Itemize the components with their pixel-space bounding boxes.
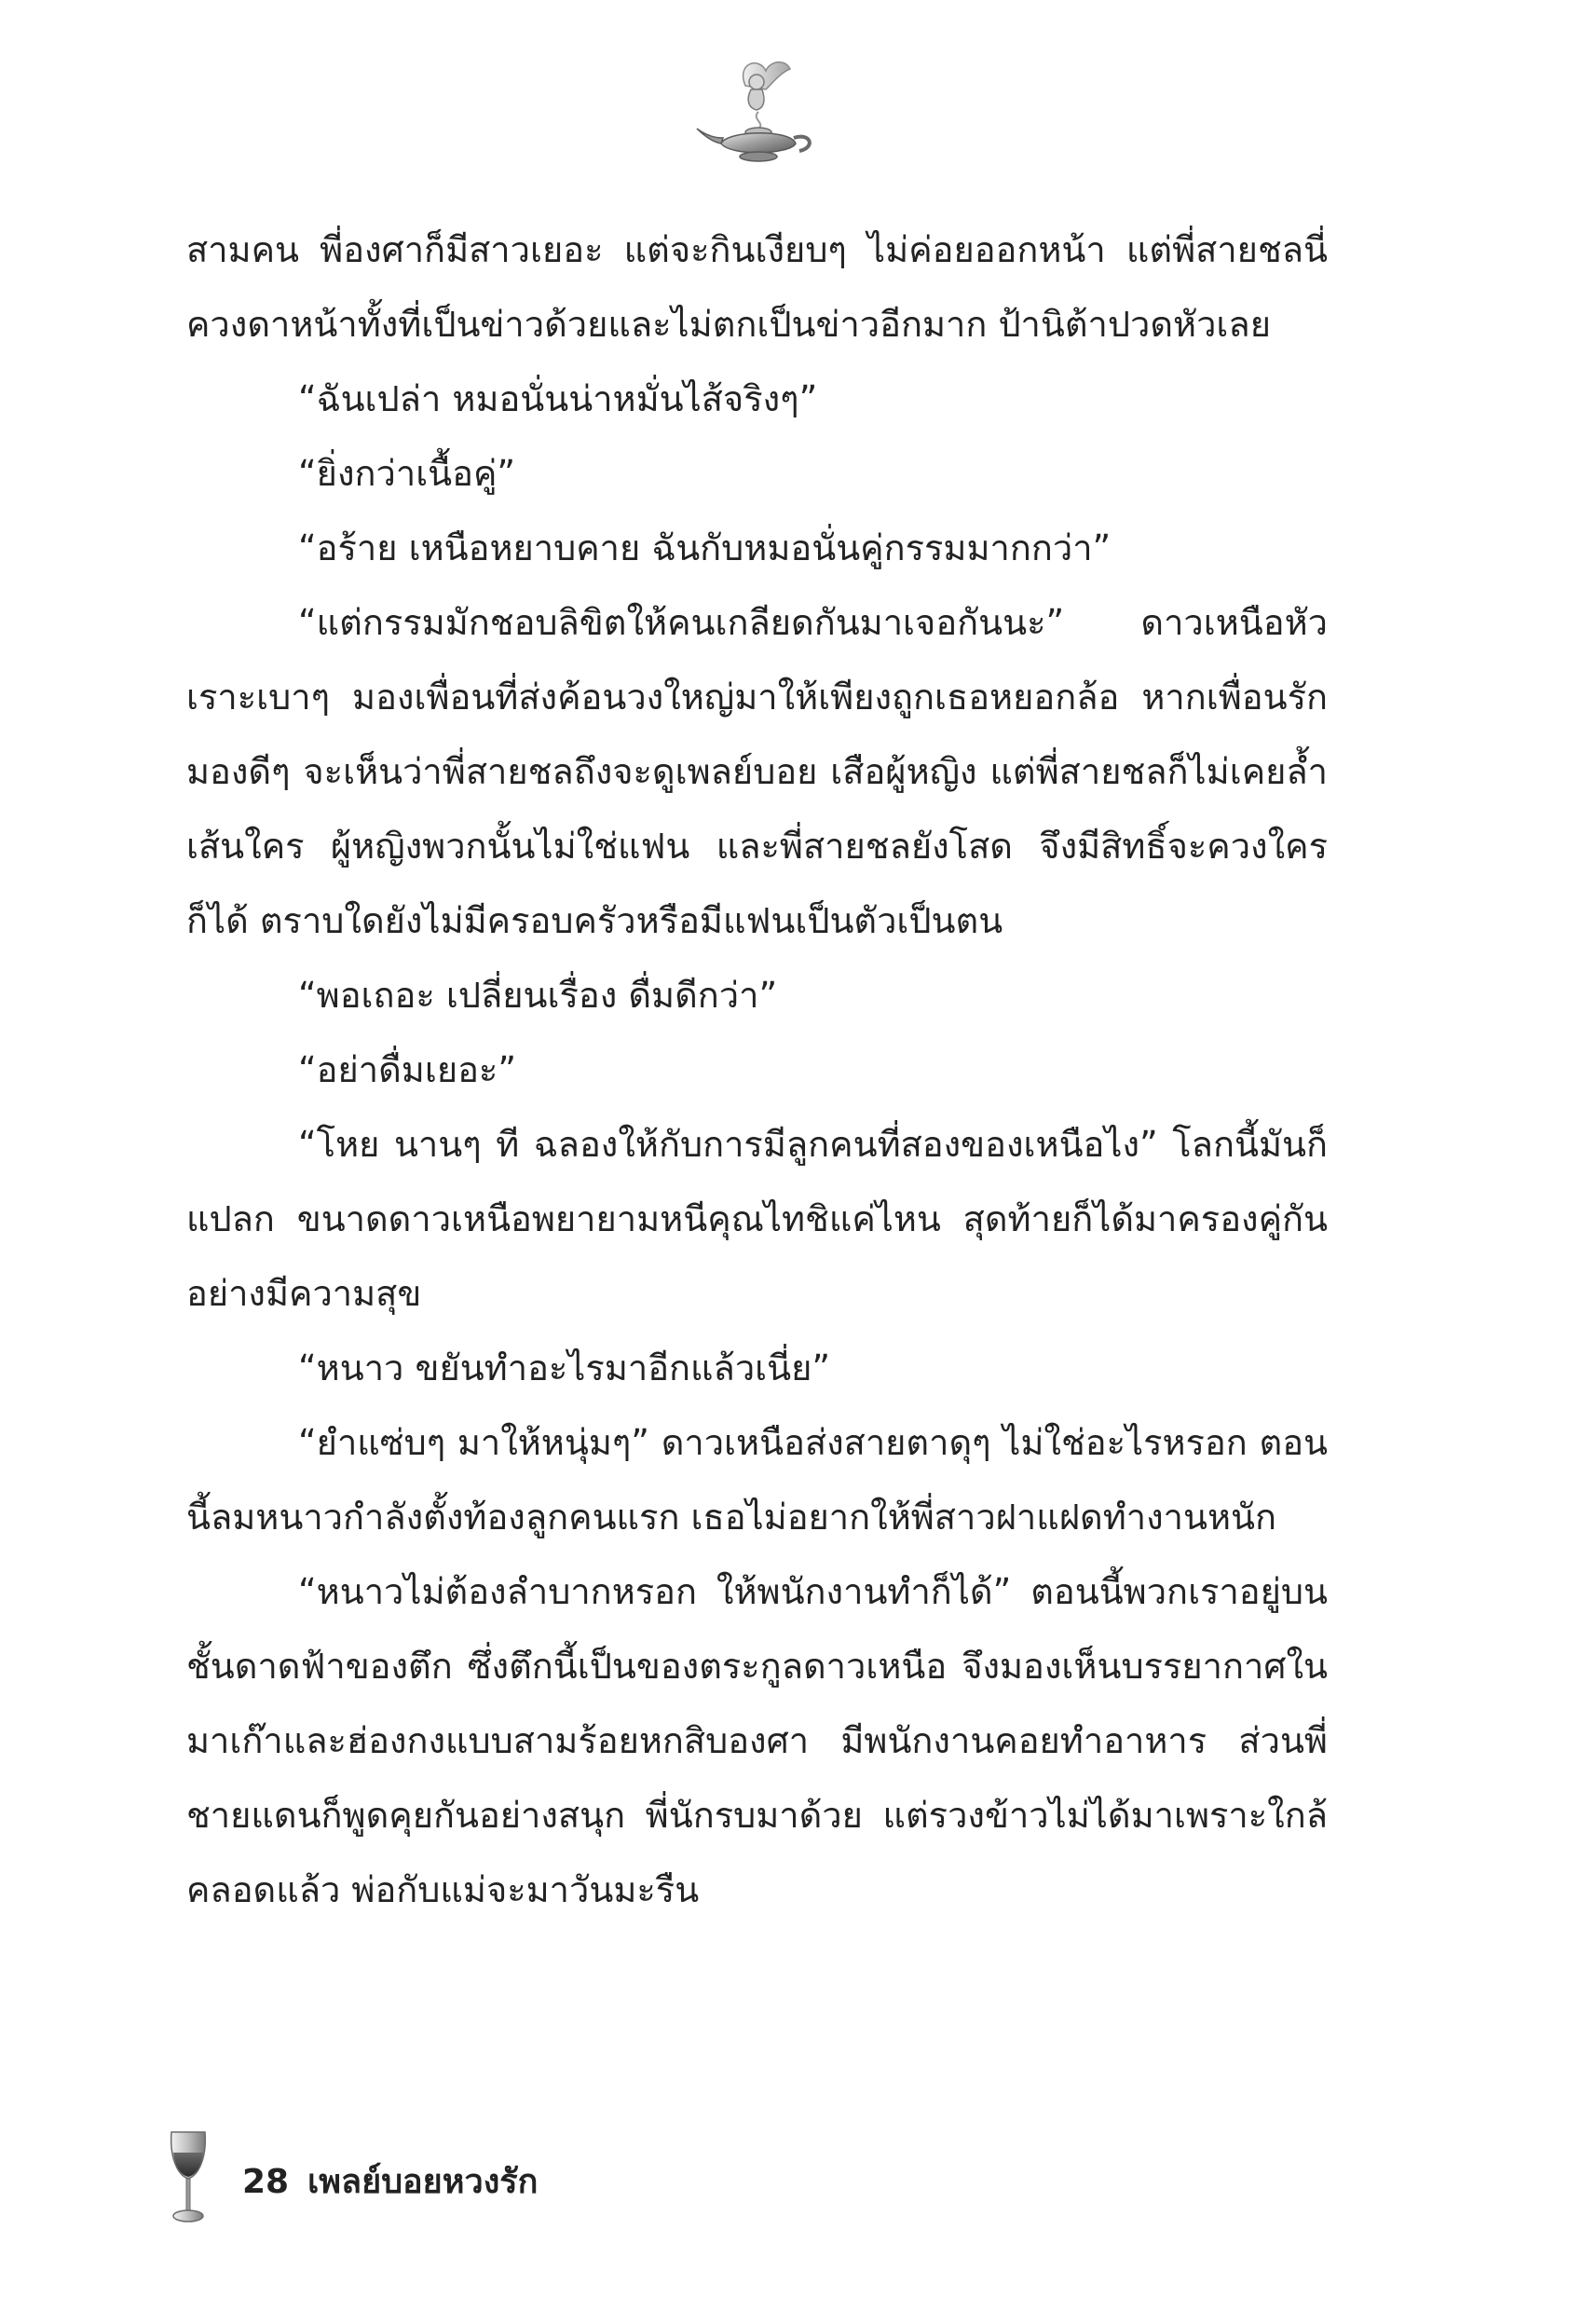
paragraph: “ยำแซ่บๆ มาให้หนุ่มๆ” ดาวเหนือส่งสายตาดุๆ ไม่ใช่อะไรหรอก ตอนนี้ลมหนาวกำลังตั้งท้องลูกคนแรก เธอไม่อยากให้พี่สาวฝาแฝดทำงานหนัก	[186, 1422, 1328, 1538]
wine-glass-icon	[168, 2128, 209, 2225]
page-number: 28	[242, 2163, 290, 2201]
genie-lamp-icon	[680, 54, 829, 166]
book-title: เพลย์บอยหวงรัก	[307, 2163, 539, 2201]
paragraph: “ฉันเปล่า หมอนั่นน่าหมั่นไส้จริงๆ”	[298, 378, 818, 419]
body-text	[186, 212, 1328, 1927]
paragraph: “แต่กรรมมักชอบลิขิตให้คนเกลียดกันมาเจอกันนะ” ดาวเหนือหัวเราะเบาๆ มองเพื่อนที่ส่งค้อนวงใหญ่มาให้เพียงถูกเธอหยอกล้อ หากเพื่อนรักมองดีๆ จะเห็นว่าพี่สายชลถึงจะดูเพลย์บอย เสือผู้หญิง แต่พี่สายชลก็ไม่เคยล้ำเส้นใคร ผู้หญิงพวกนั้นไม่ใช่แฟน และพี่สายชลยังโสด จึงมีสิทธิ์จะควงใครก็ได้ ตราบใดยังไม่มีครอบครัวหรือมีแฟนเป็นตัวเป็นตน	[186, 602, 1328, 941]
paragraph: “โหย นานๆ ที ฉลองให้กับการมีลูกคนที่สองของเหนือไง” โลกนี้มันก็แปลก ขนาดดาวเหนือพยายามหนีคุณไทชิแค่ไหน สุดท้ายก็ได้มาครองคู่กันอย่างมีความสุข	[186, 1124, 1328, 1314]
paragraph: “พอเถอะ เปลี่ยนเรื่อง ดื่มดีกว่า”	[298, 975, 778, 1016]
paragraph: “อร้าย เหนือหยาบคาย ฉันกับหมอนั่นคู่กรรมมากกว่า”	[298, 527, 1112, 568]
paragraph: “หนาว ขยันทำอะไรมาอีกแล้วเนี่ย”	[298, 1347, 831, 1388]
page-footer	[168, 2128, 913, 2231]
paragraph: “หนาวไม่ต้องลำบากหรอก ให้พนักงานทำก็ได้” ตอนนี้พวกเราอยู่บนชั้นดาดฟ้าของตึก ซึ่งตึกนี้เป็นของตระกูลดาวเหนือ จึงมองเห็นบรรยากาศในมาเก๊าและฮ่องกงแบบสามร้อยหกสิบองศา มีพนักงานคอยทำอาหาร ส่วนพี่ชายแดนก็พูดคุยกันอย่างสนุก พี่นักรบมาด้วย แต่รวงข้าวไม่ได้มาเพราะใกล้คลอดแล้ว พ่อกับแม่จะมาวันมะรืน	[186, 1571, 1328, 1910]
paragraph: “อย่าดื่มเยอะ”	[298, 1049, 517, 1090]
paragraph: สามคน พี่องศาก็มีสาวเยอะ แต่จะกินเงียบๆ ไม่ค่อยออกหน้า แต่พี่สายชลนี่ควงดาหน้าทั้งที่เป็นข่าวด้วยและไม่ตกเป็นข่าวอีกมาก ป้านิต้าปวดหัวเลย	[186, 229, 1328, 345]
paragraph: “ยิ่งกว่าเนื้อคู่”	[298, 453, 516, 494]
